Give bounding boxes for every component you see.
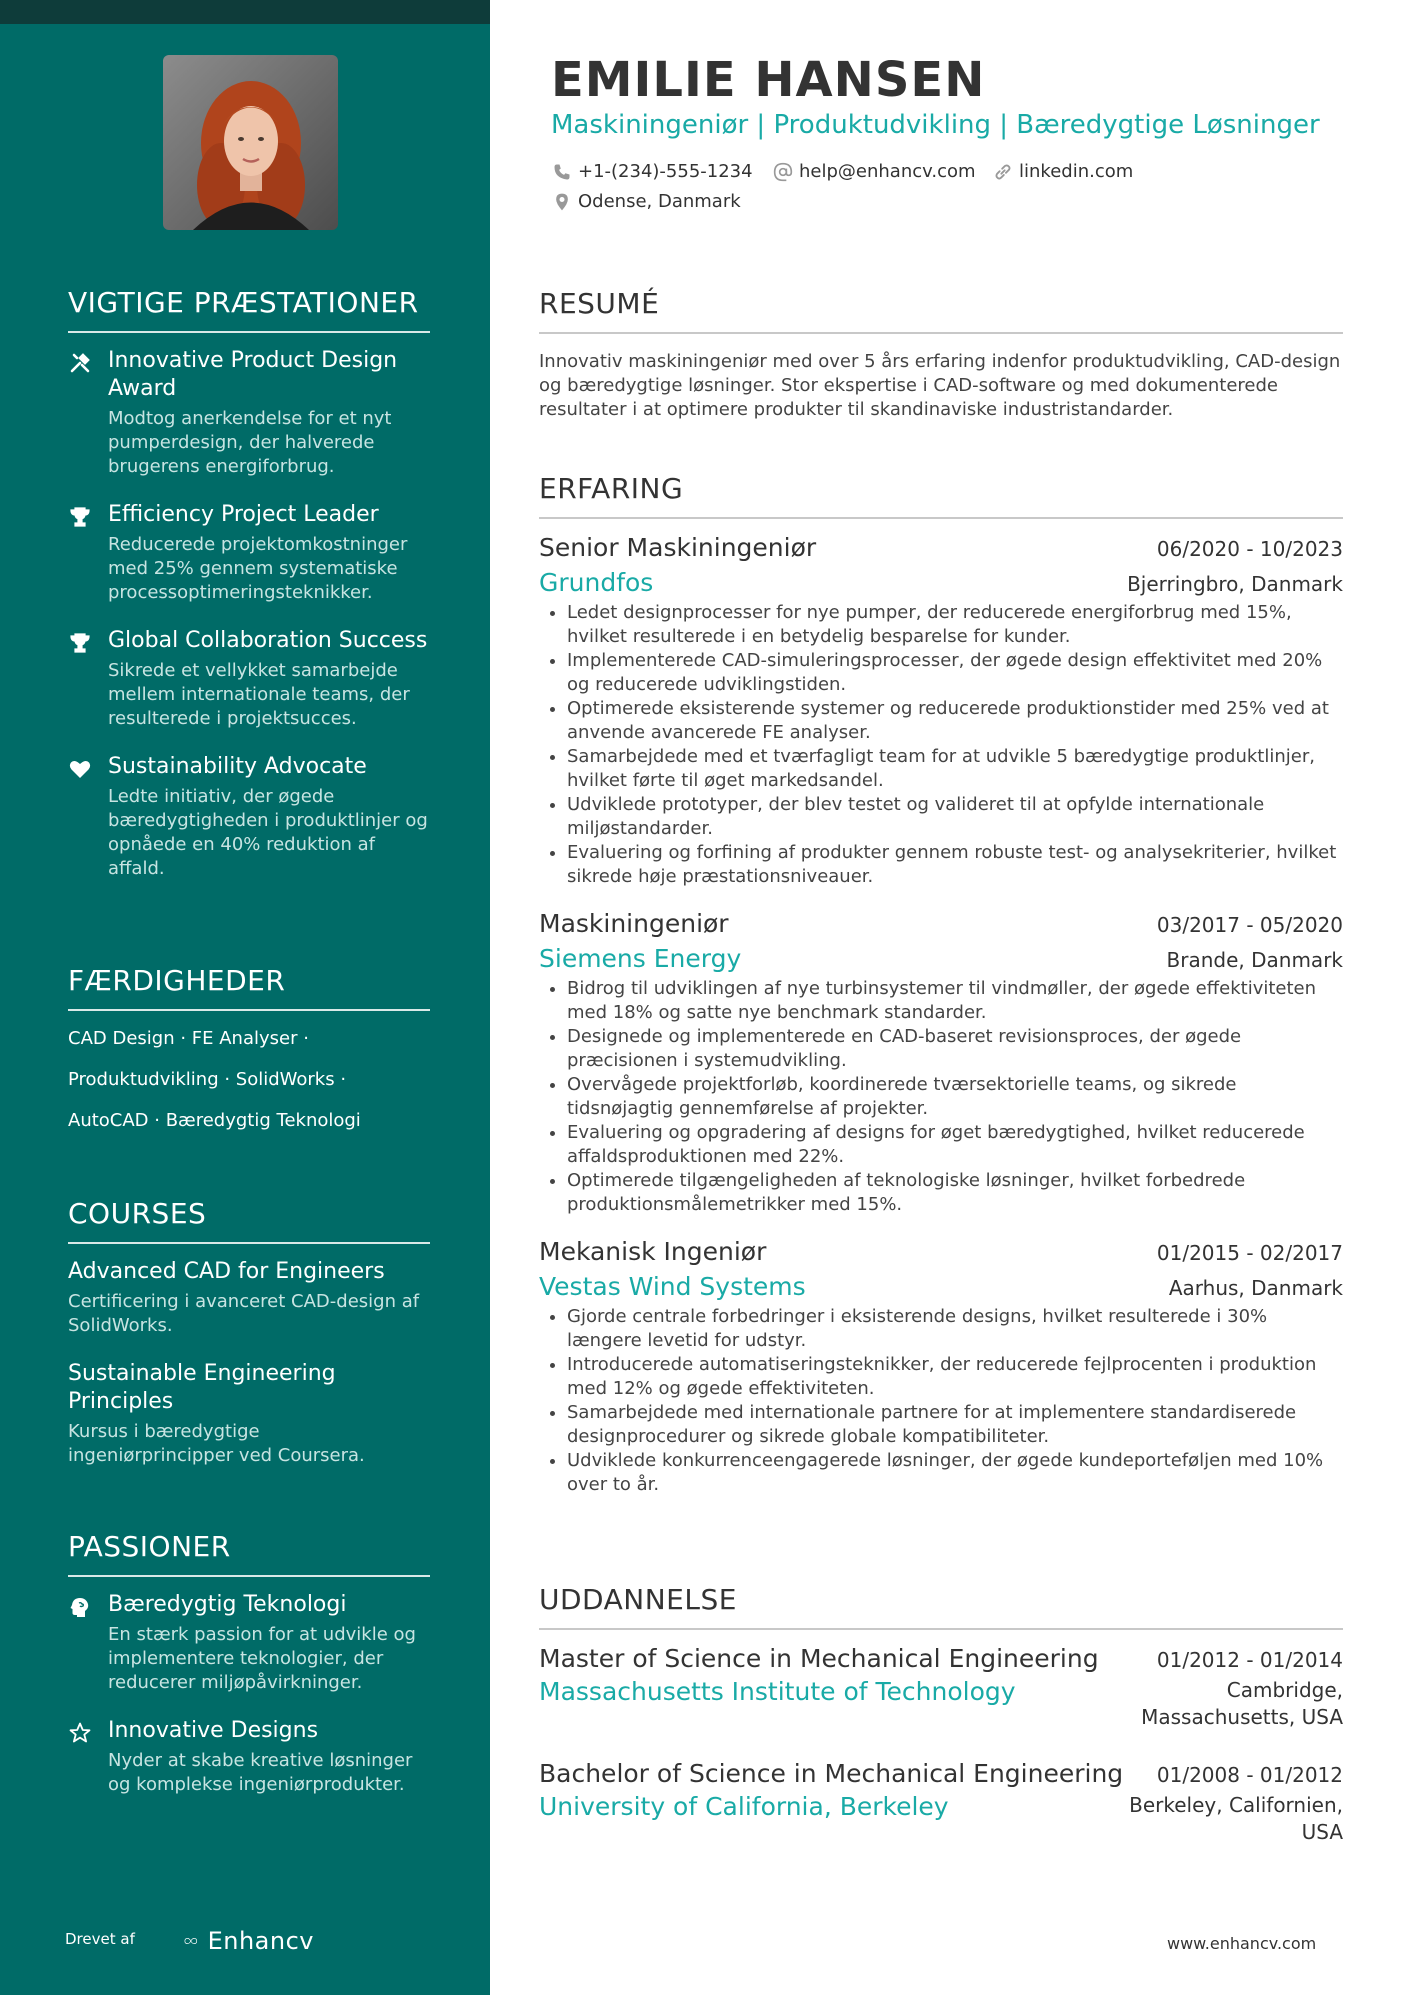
job-entry [539,1237,1343,1497]
job-bullet: • Evaluering og forfining af produkter gennem robuste test- og analysekriterier, hvilket sikrede høje præstationsniveauer. [567,841,1343,889]
linkedin-text[interactable]: linkedin.com [1019,161,1134,182]
course-item [68,1258,430,1338]
passion-description: Nyder at skabe kreative løsninger og komplekse ingeniørprodukter. [108,1750,413,1795]
achievement-item [68,627,430,731]
contact-phone [552,161,753,182]
job-bullet: • Introducerede automatiseringsteknikker, der reducerede fejlprocenten i produktion med 12% og øgede effektiviteten. [567,1353,1343,1401]
skills-section [68,964,430,1150]
school-name: University of California, Berkeley [539,1792,949,1821]
headline: Maskiningeniør | Produktudvikling | Bæredygtige Løsninger [551,110,1320,140]
job-bullet: • Designede og implementerede en CAD-baseret revisionsproces, der øgede præcisionen i systemudvikling. [567,1025,1343,1073]
trophy-icon [68,631,92,655]
job-bullets [539,1305,1343,1497]
job-dates: 01/2015 - 02/2017 [1156,1241,1343,1265]
education-section [539,1583,1343,1874]
enhancv-logo-icon [184,1928,198,1954]
school-name: Massachusetts Institute of Technology [539,1677,1016,1706]
at-icon [773,162,793,182]
job-bullet: • Gjorde centrale forbedringer i eksisterende designs, hvilket resulterede i 30% længere levetid for udstyr. [567,1305,1343,1353]
achievement-item [68,501,430,605]
job-title: Senior Maskiningeniør [539,533,817,562]
degree-title: Bachelor of Science in Mechanical Engineering [539,1759,1124,1788]
job-entry [539,533,1343,889]
phone-icon [552,162,572,182]
education-heading: UDDANNELSE [539,1583,1343,1630]
skills-line: Produktudvikling · SolidWorks · [68,1069,347,1090]
education-entry [539,1644,1343,1731]
job-dates: 03/2017 - 05/2020 [1156,913,1343,937]
contact-linkedin[interactable] [993,161,1133,182]
sidebar [0,0,490,1995]
achievement-description: Reducerede projektomkostninger med 25% gennem systematiske processoptimeringsteknikker. [108,534,408,603]
passion-item [68,1717,430,1797]
tools-icon [68,351,92,375]
star-icon [68,1721,92,1745]
job-bullet: • Samarbejdede med internationale partnere for at implementere standardiserede designprocedurer og sikrede globale kompatibiliteter. [567,1401,1343,1449]
job-bullet: • Optimerede tilgængeligheden af teknologiske løsninger, hvilket forbedrede produktionsmålemetrikker med 15%. [567,1169,1343,1217]
achievements-heading: VIGTIGE PRÆSTATIONER [68,286,430,333]
course-title: Sustainable Engineering Principles [68,1361,336,1414]
achievements-section [68,286,430,903]
skills-heading: FÆRDIGHEDER [68,964,430,1011]
passion-title: Bæredygtig Teknologi [108,1592,347,1617]
courses-section [68,1197,430,1490]
job-location: Brande, Danmark [1166,948,1343,972]
education-location: Cambridge, Massachusetts, USA [1141,1678,1343,1729]
contact-email[interactable] [773,161,976,182]
experience-heading: ERFARING [539,472,1343,519]
enhancv-brand: Enhancv [207,1927,314,1955]
course-title: Advanced CAD for Engineers [68,1259,385,1284]
degree-title: Master of Science in Mechanical Engineering [539,1644,1099,1673]
education-entry [539,1759,1343,1846]
job-company: Vestas Wind Systems [539,1272,806,1301]
job-bullet: • Udviklede konkurrenceengagerede løsninger, der øgede kundeporteføljen med 10% over to år. [567,1449,1343,1497]
course-item [68,1360,430,1468]
course-description: Kursus i bæredygtige ingeniørprincipper ved Coursera. [68,1421,365,1466]
achievement-item [68,753,430,881]
summary-heading: RESUMÉ [539,287,1343,334]
job-location: Bjerringbro, Danmark [1127,572,1343,596]
skills-line: AutoCAD · Bæredygtig Teknologi [68,1110,361,1131]
trophy-icon [68,505,92,529]
job-bullet: • Ledet designprocesser for nye pumper, der reducerede energiforbrug med 15%, hvilket resulterede i en betydelig besparelse for kunder. [567,601,1343,649]
skills-line: CAD Design · FE Analyser · [68,1028,309,1049]
education-dates: 01/2012 - 01/2014 [1156,1648,1343,1672]
website-link[interactable]: www.enhancv.com [1167,1934,1317,1953]
candidate-name: EMILIE HANSEN [551,52,986,108]
job-title: Mekanisk Ingeniør [539,1237,767,1266]
job-dates: 06/2020 - 10/2023 [1156,537,1343,561]
passion-title: Innovative Designs [108,1718,319,1743]
passions-heading: PASSIONER [68,1530,430,1577]
job-bullet: • Samarbejdede med et tværfagligt team for at udvikle 5 bæredygtige produktlinjer, hvilket førte til øget markedsandel. [567,745,1343,793]
job-bullet: • Overvågede projektforløb, koordinerede tværsektorielle teams, og sikrede tidsnøjagtig gennemførelse af projekter. [567,1073,1343,1121]
achievement-item [68,347,430,479]
location-pin-icon [552,192,572,212]
achievement-description: Sikrede et vellykket samarbejde mellem internationale teams, der resulterede i projektsucces. [108,660,410,729]
brain-icon [68,1595,92,1619]
phone-text: +1-(234)-555-1234 [578,161,753,182]
enhancv-logo [184,1926,314,1956]
job-entry [539,909,1343,1217]
sidebar-top-bar [0,0,490,24]
education-dates: 01/2008 - 01/2012 [1156,1763,1343,1787]
passion-item [68,1591,430,1695]
education-location: Berkeley, Californien, USA [1129,1793,1343,1844]
job-bullets [539,601,1343,889]
passions-section [68,1530,430,1819]
job-bullets [539,977,1343,1217]
job-bullet: • Bidrog til udviklingen af nye turbinsystemer til vindmøller, der øgede effektiviteten med 18% og satte nye benchmark standarder. [567,977,1343,1025]
achievement-description: Modtog anerkendelse for et nyt pumperdesign, der halverede brugerens energiforbrug. [108,408,392,477]
profile-photo [163,55,338,230]
heart-icon [68,757,92,781]
achievement-title: Innovative Product Design Award [108,348,398,401]
course-description: Certificering i avanceret CAD-design af SolidWorks. [68,1291,420,1336]
experience-section [539,472,1343,1517]
job-bullet: • Udviklede prototyper, der blev testet og valideret til at opfylde internationale miljøstandarder. [567,793,1343,841]
powered-by-label: Drevet af [65,1930,135,1948]
job-title: Maskiningeniør [539,909,729,938]
passion-description: En stærk passion for at udvikle og implementere teknologier, der reducerer miljøpåvirkninger. [108,1624,416,1693]
job-company: Siemens Energy [539,944,742,973]
achievement-title: Sustainability Advocate [108,754,367,779]
contact-location [552,191,741,212]
location-text: Odense, Danmark [578,191,741,212]
achievement-title: Global Collaboration Success [108,628,428,653]
email-text[interactable]: help@enhancv.com [799,161,976,182]
summary-text: Innovativ maskiningeniør med over 5 års erfaring indenfor produktudvikling, CAD-design og bæredygtige løsninger. Stor ekspertise i CAD-software og med dokumenterede resultater i at optimere produkter til skandinaviske industristandarder. [539,351,1341,420]
job-location: Aarhus, Danmark [1168,1276,1343,1300]
job-bullet: • Optimerede eksisterende systemer og reducerede produktionstider med 25% ved at anvende avancerede FE analyser. [567,697,1343,745]
job-bullet: • Evaluering og opgradering af designs for øget bæredygtighed, hvilket reducerede affaldsproduktionen med 22%. [567,1121,1343,1169]
job-company: Grundfos [539,568,654,597]
job-bullet: • Implementerede CAD-simuleringsprocesser, der øgede design effektivitet med 20% og reducerede udviklingstiden. [567,649,1343,697]
summary-section [539,287,1343,422]
achievement-description: Ledte initiativ, der øgede bæredygtigheden i produktlinjer og opnåede en 40% reduktion af affald. [108,786,428,879]
achievement-title: Efficiency Project Leader [108,502,379,527]
courses-heading: COURSES [68,1197,430,1244]
link-icon [993,162,1013,182]
